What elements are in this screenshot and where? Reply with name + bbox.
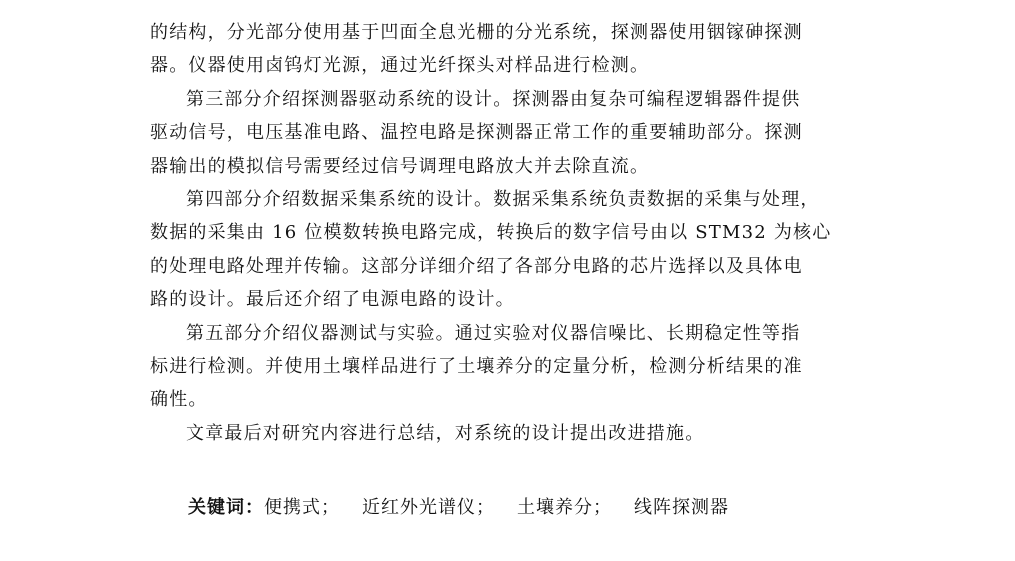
paragraph-start-line: 文章最后对研究内容进行总结，对系统的设计提出改进措施。	[186, 422, 705, 444]
keyword-item: 线阵探测器	[634, 497, 729, 518]
keyword-item: 土壤养分；	[517, 497, 612, 518]
keywords-line	[188, 497, 751, 519]
keyword-item: 近红外光谱仪；	[362, 497, 495, 518]
text-line: 确性。	[150, 389, 208, 411]
keywords-label: 关键词：	[188, 497, 264, 518]
document-body	[150, 22, 840, 456]
text-line: 器输出的模拟信号需要经过信号调理电路放大并去除直流。	[150, 155, 650, 177]
paragraph-start-line: 第四部分介绍数据采集系统的设计。数据采集系统负责数据的采集与处理，	[186, 188, 820, 210]
keyword-item: 便携式；	[264, 497, 340, 518]
text-line: 标进行检测。并使用土壤样品进行了土壤养分的定量分析，检测分析结果的准	[150, 355, 803, 377]
text-line: 的处理电路处理并传输。这部分详细介绍了各部分电路的芯片选择以及具体电	[150, 255, 803, 277]
paragraph-start-line: 第三部分介绍探测器驱动系统的设计。探测器由复杂可编程逻辑器件提供	[186, 88, 801, 110]
text-line: 路的设计。最后还介绍了电源电路的设计。	[150, 289, 515, 311]
paragraph-start-line: 第五部分介绍仪器测试与实验。通过实验对仪器信噪比、长期稳定性等指	[186, 322, 801, 344]
text-line: 器。仪器使用卤钨灯光源，通过光纤探头对样品进行检测。	[150, 55, 650, 77]
text-line: 数据的采集由 16 位模数转换电路完成，转换后的数字信号由以 STM32 为核心	[150, 222, 832, 244]
text-line: 驱动信号，电压基准电路、温控电路是探测器正常工作的重要辅助部分。探测	[150, 122, 803, 144]
text-line: 的结构，分光部分使用基于凹面全息光栅的分光系统，探测器使用铟镓砷探测	[150, 22, 803, 43]
